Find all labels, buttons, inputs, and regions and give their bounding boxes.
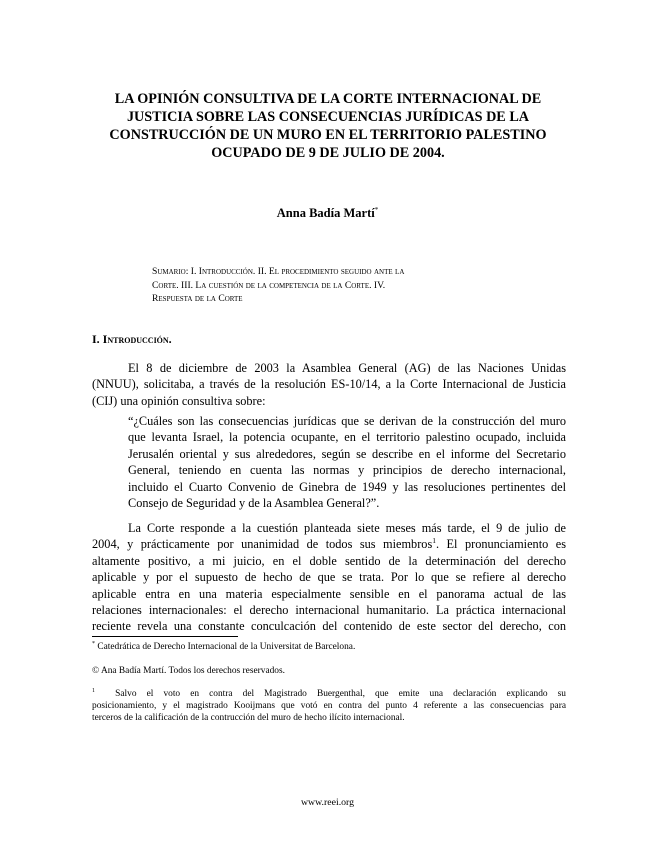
paragraph-line: El 8 de diciembre de 2003 la Asamblea General (AG) de las Naciones Unidas <box>128 361 566 375</box>
paragraph-text: . El pronunciamiento es <box>435 537 566 552</box>
paragraph-line: altamente positivo, a mi juicio, en el doble sentido de la determinación del derecho <box>92 553 566 568</box>
paragraph-line: aplicable entra en una materia especialmente sensible en el panorama actual de las <box>92 586 566 601</box>
response-paragraph <box>92 520 566 635</box>
title-line: OCUPADO DE 9 DE JULIO DE 2004. <box>211 145 445 161</box>
quote-line: “¿Cuáles son las consecuencias jurídicas que se derivan de la construcción del muro <box>128 414 566 428</box>
paragraph-line: (CIJ) una opinión consultiva sobre: <box>92 393 266 408</box>
summary <box>152 265 458 306</box>
footnote-text: Salvo el voto en contra del Magistrado Buergenthal, que emite una declaración explicando su <box>115 689 566 699</box>
footnote-mark: 1 <box>92 688 95 694</box>
paragraph-line <box>92 536 566 552</box>
paragraph-line: aplicable y por el supuesto de hecho de que se trata. Por lo que se refiere al derecho <box>92 570 566 585</box>
article-title <box>92 90 564 162</box>
paragraph-line: La Corte responde a la cuestión planteada siete meses más tarde, el 9 de julio de <box>128 521 566 535</box>
footnote-separator <box>92 636 238 637</box>
footnote-line <box>92 641 566 653</box>
summary-line: Sumario: I. Introducción. II. El procedimiento seguido ante la <box>152 266 405 277</box>
title-line: CONSTRUCCIÓN DE UN MURO EN EL TERRITORIO PALESTINO <box>109 127 547 143</box>
footnote-author <box>92 641 566 653</box>
paragraph-line: (NNUU), solicitaba, a través de la resolución ES-10/14, a la Corte Internacional de Justicia <box>92 377 566 392</box>
title-line: LA OPINIÓN CONSULTIVA DE LA CORTE INTERNACIONAL DE <box>114 91 542 107</box>
copyright-note <box>92 665 566 677</box>
footnote-line: terceros de la calificación de la contrucción del muro de hecho ilícito internacional. <box>92 713 405 724</box>
author-name: Anna Badía Martí <box>276 206 375 221</box>
footnote-line <box>92 688 566 700</box>
author-footnote-mark: * <box>374 206 379 214</box>
footer-url[interactable]: www.reei.org <box>300 797 355 808</box>
quote-line: que levanta Israel, la potencia ocupante, en el territorio palestino ocupado, incluida <box>128 430 566 445</box>
footnote-1 <box>92 688 566 725</box>
block-quote <box>128 413 566 511</box>
footnote-text: Catedrática de Derecho Internacional de la Universitat de Barcelona. <box>97 642 356 652</box>
quote-line: Jerusalén oriental y sus alrededores, según se describe en el informe del Secretario <box>128 446 566 461</box>
intro-paragraph <box>92 360 566 409</box>
paragraph-text: 2004, y prácticamente por unanimidad de todos sus miembros <box>92 537 433 552</box>
paragraph-line: relaciones internacionales: el derecho internacional humanitario. La práctica internacional <box>92 603 566 618</box>
quote-line: General, teniendo en cuenta las normas y principios de derecho internacional, <box>128 463 566 478</box>
quote-line: incluido el Cuarto Convenio de Ginebra de 1949 y las resoluciones pertinentes del <box>128 479 566 494</box>
paragraph-line: reciente revela una constante conculcación del contenido de este sector del derecho, con <box>92 619 566 634</box>
section-heading: I. Introducción. <box>92 332 172 346</box>
footnote-line: posicionamiento, y el magistrado Kooijmans que votó en contra del punto 4 referente a las consecuencias para <box>92 701 566 712</box>
summary-line: Respuesta de la Corte <box>152 293 243 304</box>
summary-line: Corte. III. La cuestión de la competencia de la Corte. IV. <box>152 279 386 291</box>
quote-line: Consejo de Seguridad y de la Asamblea General?”. <box>128 496 380 511</box>
footnote-mark: * <box>92 641 95 647</box>
copyright-text: © Ana Badía Martí. Todos los derechos reservados. <box>92 666 285 676</box>
footnote-ref[interactable]: 1 <box>432 536 436 546</box>
title-line: JUSTICIA SOBRE LAS CONSECUENCIAS JURÍDICAS DE LA <box>126 109 530 125</box>
author-line <box>0 206 655 221</box>
